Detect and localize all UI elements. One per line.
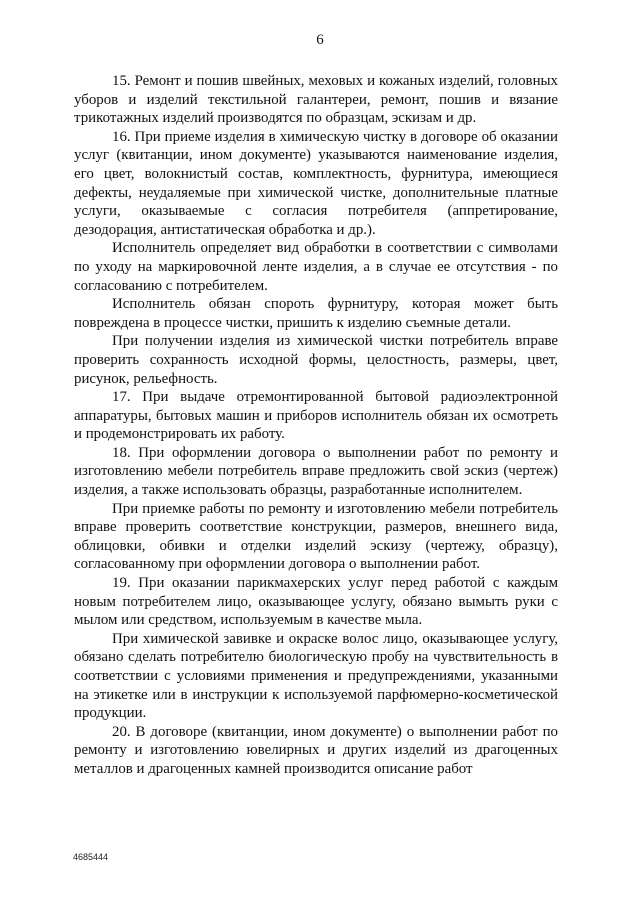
document-id: 4685444: [73, 852, 109, 862]
paragraph-16-fittings: Исполнитель обязан спороть фурнитуру, которая может быть повреждена в процессе чистки, пришить к изделию съемные детали.: [74, 296, 558, 331]
paragraph-19-perm-coloring: При химической завивке и окраске волос лицо, оказывающее услугу, обязано сделать потребителю биологическую пробу на чувствительность в соответствии с условиями применения и предупреждениями, указанными на этикетке или в инструкции к используемой парфюмерно-косметической продукции.: [74, 630, 558, 722]
paragraph-17: 17. При выдаче отремонтированной бытовой радиоэлектронной аппаратуры, бытовых машин и приборов исполнитель обязан их осмотреть и продемонстрировать их работу.: [74, 389, 558, 443]
paragraph-20: 20. В договоре (квитанции, ином документе) о выполнении работ по ремонту и изготовлению ювелирных и других изделий из драгоценных металлов и драгоценных камней производится описание работ: [74, 723, 558, 777]
paragraph-16: 16. При приеме изделия в химическую чистку в договоре об оказании услуг (квитанции, ином документе) указываются наименование изделия, его цвет, волокнистый состав, комплектность, фурнитура, имеющиеся дефекты, неудаляемые при химической чистке, дополнительные платные услуги, оказываемые с согласия потребителя (аппретирование, дезодорация, антистатическая обработка и др.).: [74, 128, 558, 238]
paragraph-16-processing-type: Исполнитель определяет вид обработки в соответствии с символами по уходу на маркировочной ленте изделия, а в случае ее отсутствия - по согласованию с потребителем.: [74, 240, 558, 294]
paragraph-15: 15. Ремонт и пошив швейных, меховых и кожаных изделий, головных уборов и изделий текстильной галантереи, ремонт, пошив и вязание трикотажных изделий производятся по образцам, эскизам и др.: [74, 73, 558, 127]
document-body: [74, 72, 558, 779]
page-number: 6: [316, 32, 324, 48]
paragraph-18-acceptance: При приемке работы по ремонту и изготовлению мебели потребитель вправе проверить соответствие конструкции, размеров, внешнего вида, облицовки, обивки и отделки изделий эскизу (чертежу, образцу), согласованному при оформлении договора о выполнении работ.: [74, 500, 558, 573]
paragraph-19: 19. При оказании парикмахерских услуг перед работой с каждым новым потребителем лицо, оказывающее услугу, обязано вымыть руки с мылом или средством, используемым в качестве мыла.: [74, 575, 558, 629]
paragraph-18: 18. При оформлении договора о выполнении работ по ремонту и изготовлению мебели потребитель вправе предложить свой эскиз (чертеж) изделия, а также использовать образцы, разработанные исполнителем.: [74, 444, 558, 499]
paragraph-16-receipt-check: При получении изделия из химической чистки потребитель вправе проверить сохранность исходной формы, целостность, размеры, цвет, рисунок, рельефность.: [74, 333, 558, 387]
